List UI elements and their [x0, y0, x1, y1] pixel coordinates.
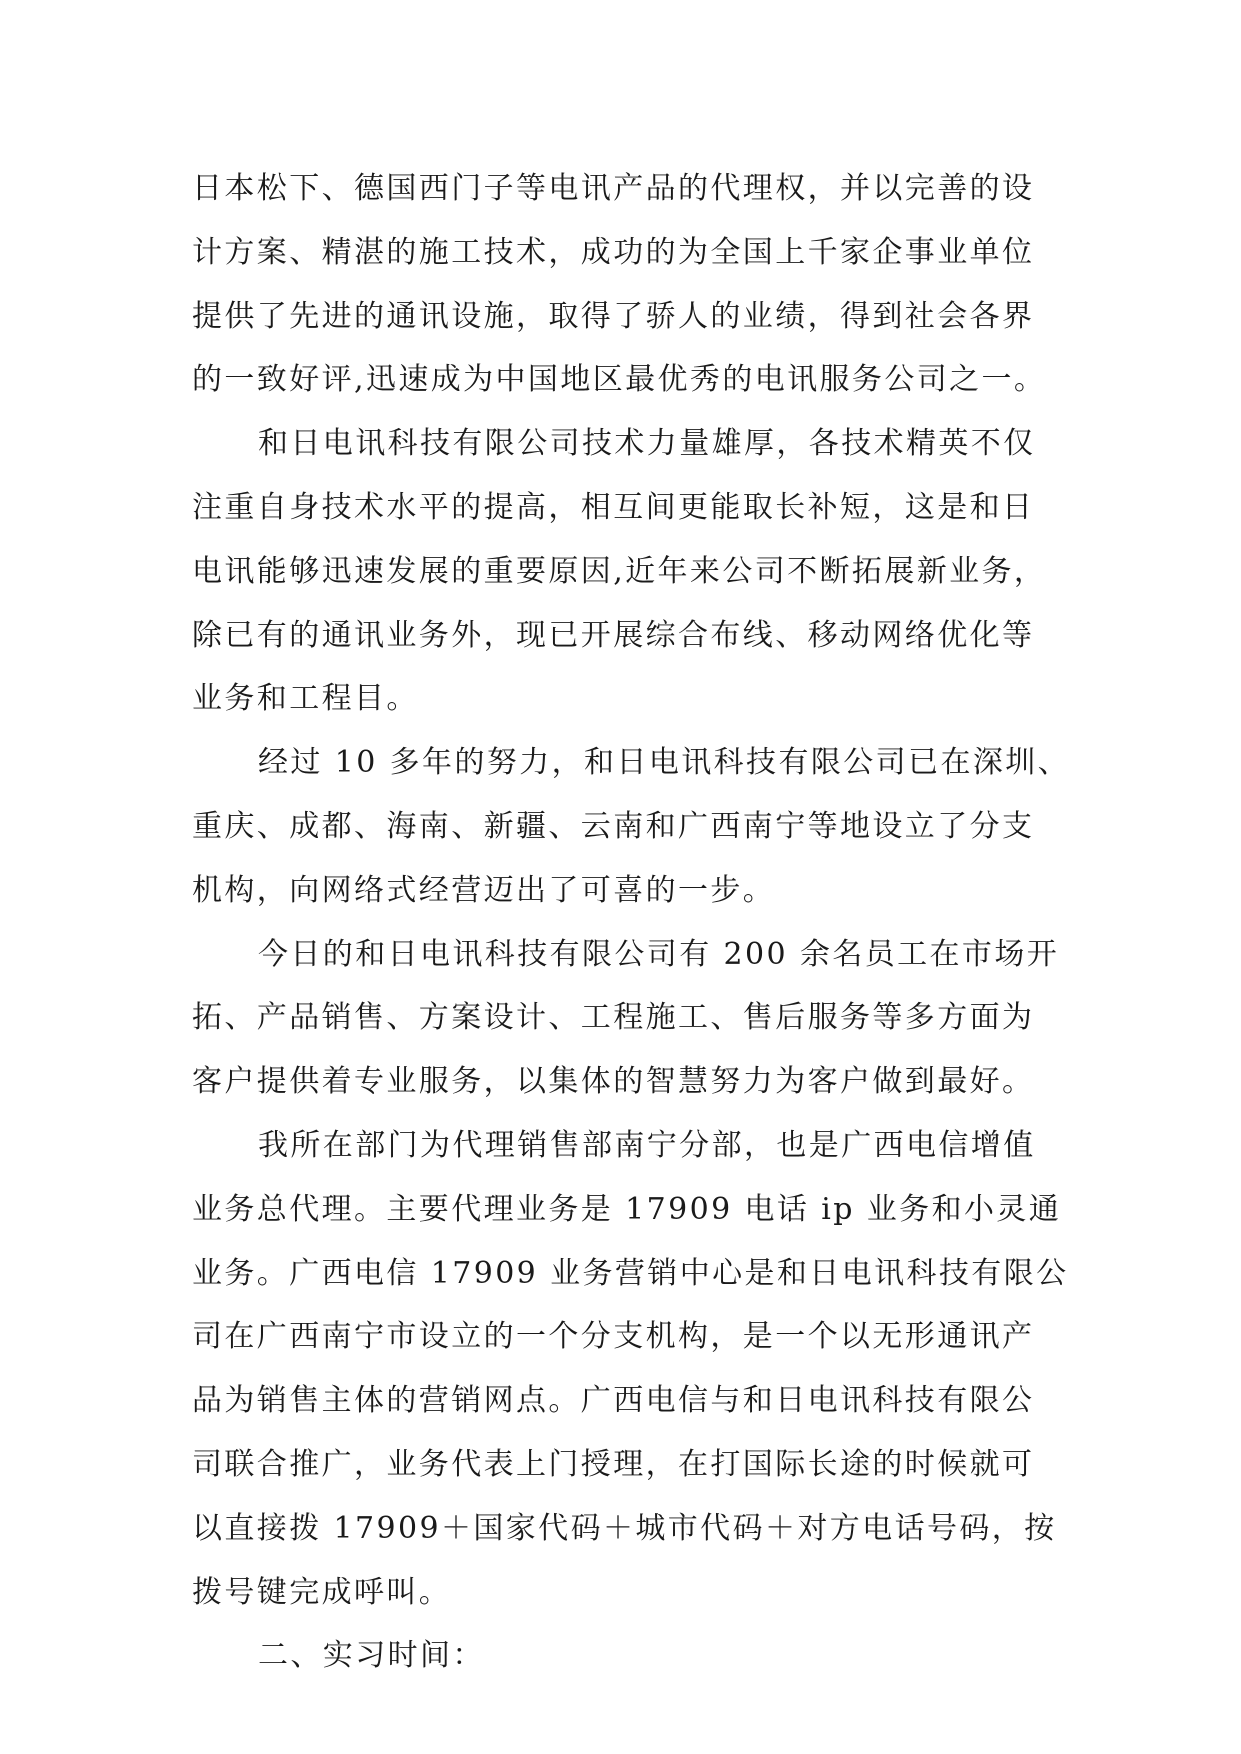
paragraph-line: 拓、产品销售、方案设计、工程施工、售后服务等多方面为: [192, 1000, 1035, 1036]
paragraph-line: 我所在部门为代理销售部南宁分部，也是广西电信增值: [258, 1127, 1036, 1163]
paragraph-line: 以直接拨 17909＋国家代码＋城市代码＋对方电话号码，按: [192, 1510, 1057, 1546]
paragraph-line: 的一致好评,迅速成为中国地区最优秀的电讯服务公司之一。: [192, 362, 1047, 398]
paragraph-line: 业务和工程目。: [192, 681, 419, 717]
paragraph-line: 经过 10 多年的努力，和日电讯科技有限公司已在深圳、: [258, 745, 1071, 781]
paragraph-line: 重庆、成都、海南、新疆、云南和广西南宁等地设立了分支: [192, 808, 1035, 844]
paragraph-line: 司联合推广，业务代表上门授理，在打国际长途的时候就可: [192, 1446, 1035, 1482]
paragraph-line: 品为销售主体的营销网点。广西电信与和日电讯科技有限公: [192, 1383, 1035, 1419]
paragraph-line: 拨号键完成呼叫。: [192, 1574, 452, 1610]
paragraph-line: 司在广西南宁市设立的一个分支机构，是一个以无形通讯产: [192, 1319, 1035, 1355]
paragraph-line: 客户提供着专业服务，以集体的智慧努力为客户做到最好。: [192, 1064, 1035, 1100]
paragraph-line: 提供了先进的通讯设施，取得了骄人的业绩，得到社会各界: [192, 298, 1035, 334]
paragraph-line: 业务总代理。主要代理业务是 17909 电话 ip 业务和小灵通: [192, 1191, 1062, 1227]
paragraph-line: 机构，向网络式经营迈出了可喜的一步。: [192, 872, 776, 908]
document-body: [192, 157, 1071, 1688]
section-heading: 二、实习时间：: [258, 1638, 485, 1674]
paragraph-line: 注重自身技术水平的提高，相互间更能取长补短，这是和日: [192, 489, 1035, 525]
paragraph-line: 今日的和日电讯科技有限公司有 200 余名员工在市场开: [258, 936, 1060, 972]
paragraph-line: 日本松下、德国西门子等电讯产品的代理权，并以完善的设: [192, 171, 1035, 206]
paragraph-line: 电讯能够迅速发展的重要原因,近年来公司不断拓展新业务，: [192, 553, 1047, 589]
paragraph-line: 和日电讯科技有限公司技术力量雄厚，各技术精英不仅: [258, 426, 1036, 462]
paragraph-line: 除已有的通讯业务外，现已开展综合布线、移动网络优化等: [192, 617, 1035, 653]
paragraph-line: 计方案、精湛的施工技术，成功的为全国上千家企事业单位: [192, 234, 1035, 270]
paragraph-line: 业务。广西电信 17909 业务营销中心是和日电讯科技有限公: [192, 1255, 1069, 1291]
